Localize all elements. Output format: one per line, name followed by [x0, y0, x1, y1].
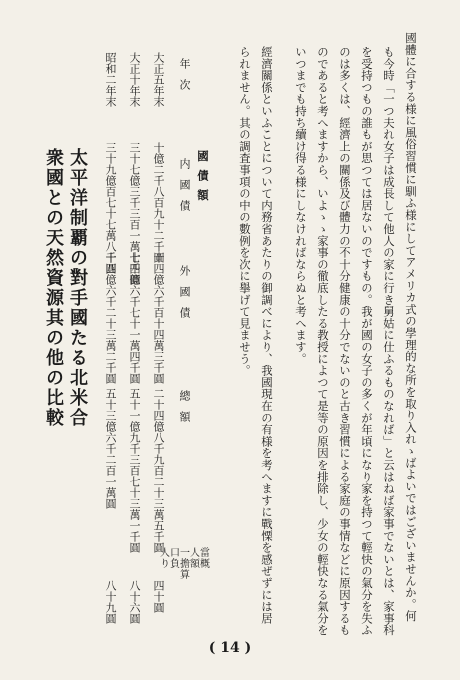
row2-year: 大正十年末 — [128, 52, 141, 107]
population-header: 人口一人當り負擔額概算 — [160, 548, 210, 581]
header-domestic-debt: 内國債 — [178, 158, 191, 221]
header-total: 總額 — [178, 390, 191, 432]
table-title: 國債額 — [196, 150, 210, 209]
row2-population: 八十六圓 — [128, 580, 141, 624]
body-line-2: も今時「一つ夫れ女子は成長して他人の家に行き舅姑に仕ふるものなれば」と云はねば家事でないとは、家事科 — [382, 46, 396, 636]
row1-population: 四十圓 — [152, 580, 165, 613]
section-heading-line-2: 衆國との天然資源其の他の比較 — [43, 148, 64, 428]
header-year: 年次 — [178, 58, 191, 100]
body-line-6: いつまでも持ち續け得る様にしなければならぬと考へます。 — [294, 46, 308, 365]
row1-domestic: 十億二千八百九十二千圓 — [152, 142, 165, 263]
body-line-5: のであると考へますから、いよゝゝ家事の徹底したる教授によつて是等の原因を排除し、少女の輕快なる氣分を — [316, 46, 330, 636]
body-line-8: られません。其の調査事項の中の數例を次に擧げて見ませう。 — [238, 46, 252, 377]
row2-domestic: 三十七億三千三百一萬七千圓 — [128, 142, 141, 285]
body-line-4: のは多くは、經濟上の關係及び體力の不十分健康の十分でないのと古き習慣による家庭の事情などに原因するも — [338, 46, 352, 636]
row3-domestic: 三十九億百七十七萬八千圓 — [104, 142, 117, 274]
body-line-3: を受持つもの誰もが思つては居ないのですもの。我が國の女子の多くが年頃になり家を持つて輕快の氣分を失ふ — [360, 46, 374, 636]
row3-population: 八十九圓 — [104, 580, 117, 624]
row1-year: 大正五年末 — [152, 52, 165, 107]
row3-foreign: 十四億六千二十三萬二千圓 — [104, 252, 117, 384]
row1-total: 二十四億八千九百二十三萬五千圓 — [152, 388, 165, 553]
page-number: ( 14 ) — [208, 640, 252, 656]
row3-year: 昭和二年末 — [104, 52, 117, 107]
row1-foreign: 十四億六千百十四萬三千圓 — [152, 252, 165, 384]
row2-foreign: 十四億六千七十一萬四千圓 — [128, 252, 141, 384]
row2-total: 五十一億九千三百七十三萬一千圓 — [128, 388, 141, 553]
header-foreign-debt: 外國債 — [178, 265, 191, 328]
body-line-1: 國體に合する様に風俗習慣に馴ふ様にしてアメリカ式の學理的な所を取り入れゝばよいではございませんか。何 — [404, 32, 418, 622]
section-heading-line-1: 太平洋制覇の對手國たる北米合 — [67, 148, 88, 428]
body-line-7: 經濟關係といふことについて内務省あたりの御調べにより、我國現在の有様を考へますに戰慄を感ぜずには居 — [260, 46, 274, 625]
row3-total: 五十三億六千二百一萬圓 — [104, 388, 117, 509]
